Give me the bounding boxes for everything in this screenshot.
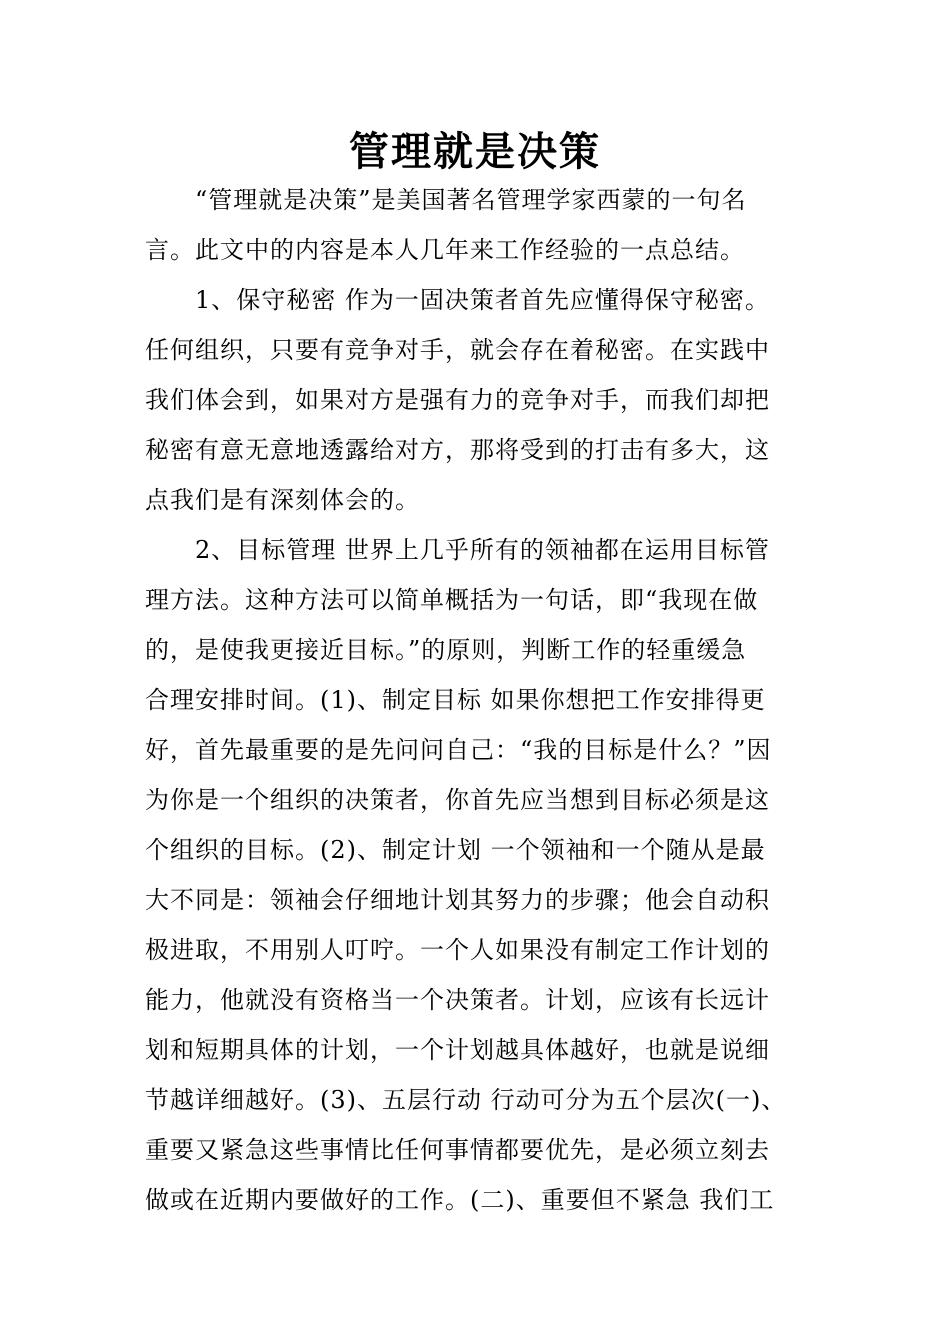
paragraph-line: 极进取，不用别人叮咛。一个人如果没有制定工作计划的 (145, 936, 770, 964)
paragraph-line: 的，是使我更接近目标。”的原则，判断工作的轻重缓急 (145, 636, 747, 664)
paragraph-line: 任何组织，只要有竞争对手，就会存在着秘密。在实践中 (145, 336, 770, 364)
paragraph-line: 秘密有意无意地透露给对方，那将受到的打击有多大，这 (145, 436, 770, 464)
paragraph-line: 点我们是有深刻体会的。 (145, 486, 420, 514)
paragraph-line: 能力，他就没有资格当一个决策者。计划，应该有长远计 (145, 986, 770, 1014)
paragraph-line: 大不同是：领袖会仔细地计划其努力的步骤；他会自动积 (145, 886, 770, 914)
paragraph-line: 重要又紧急这些事情比任何事情都要优先，是必须立刻去 (145, 1136, 770, 1164)
paragraph-line: 做或在近期内要做好的工作。(二)、重要但不紧急 我们工 (145, 1186, 775, 1214)
paragraph-line: 好，首先最重要的是先问问自己：“我的目标是什么？”因 (145, 736, 772, 764)
paragraph-line: 1、保守秘密 作为一固决策者首先应懂得保守秘密。 (195, 286, 770, 314)
paragraph-line: 为你是一个组织的决策者，你首先应当想到目标必须是这 (145, 786, 770, 814)
paragraph-line: 节越详细越好。(3)、五层行动 行动可分为五个层次(一)、 (145, 1086, 787, 1114)
paragraph-line: 个组织的目标。(2)、制定计划 一个领袖和一个随从是最 (145, 836, 766, 864)
paragraph-line: “管理就是决策”是美国著名管理学家西蒙的一句名 (195, 186, 747, 214)
paragraph-line: 言。此文中的内容是本人几年来工作经验的一点总结。 (145, 236, 745, 264)
paragraph-line: 理方法。这种方法可以简单概括为一句话，即“我现在做 (145, 586, 759, 614)
paragraph-line: 合理安排时间。(1)、制定目标 如果你想把工作安排得更 (145, 686, 766, 714)
paragraph-line: 划和短期具体的计划，一个计划越具体越好，也就是说细 (145, 1036, 770, 1064)
document-title: 管理就是决策 (349, 128, 601, 175)
paragraph-line: 我们体会到，如果对方是强有力的竞争对手，而我们却把 (145, 386, 770, 414)
paragraph-line: 2、目标管理 世界上几乎所有的领袖都在运用目标管 (195, 536, 770, 564)
